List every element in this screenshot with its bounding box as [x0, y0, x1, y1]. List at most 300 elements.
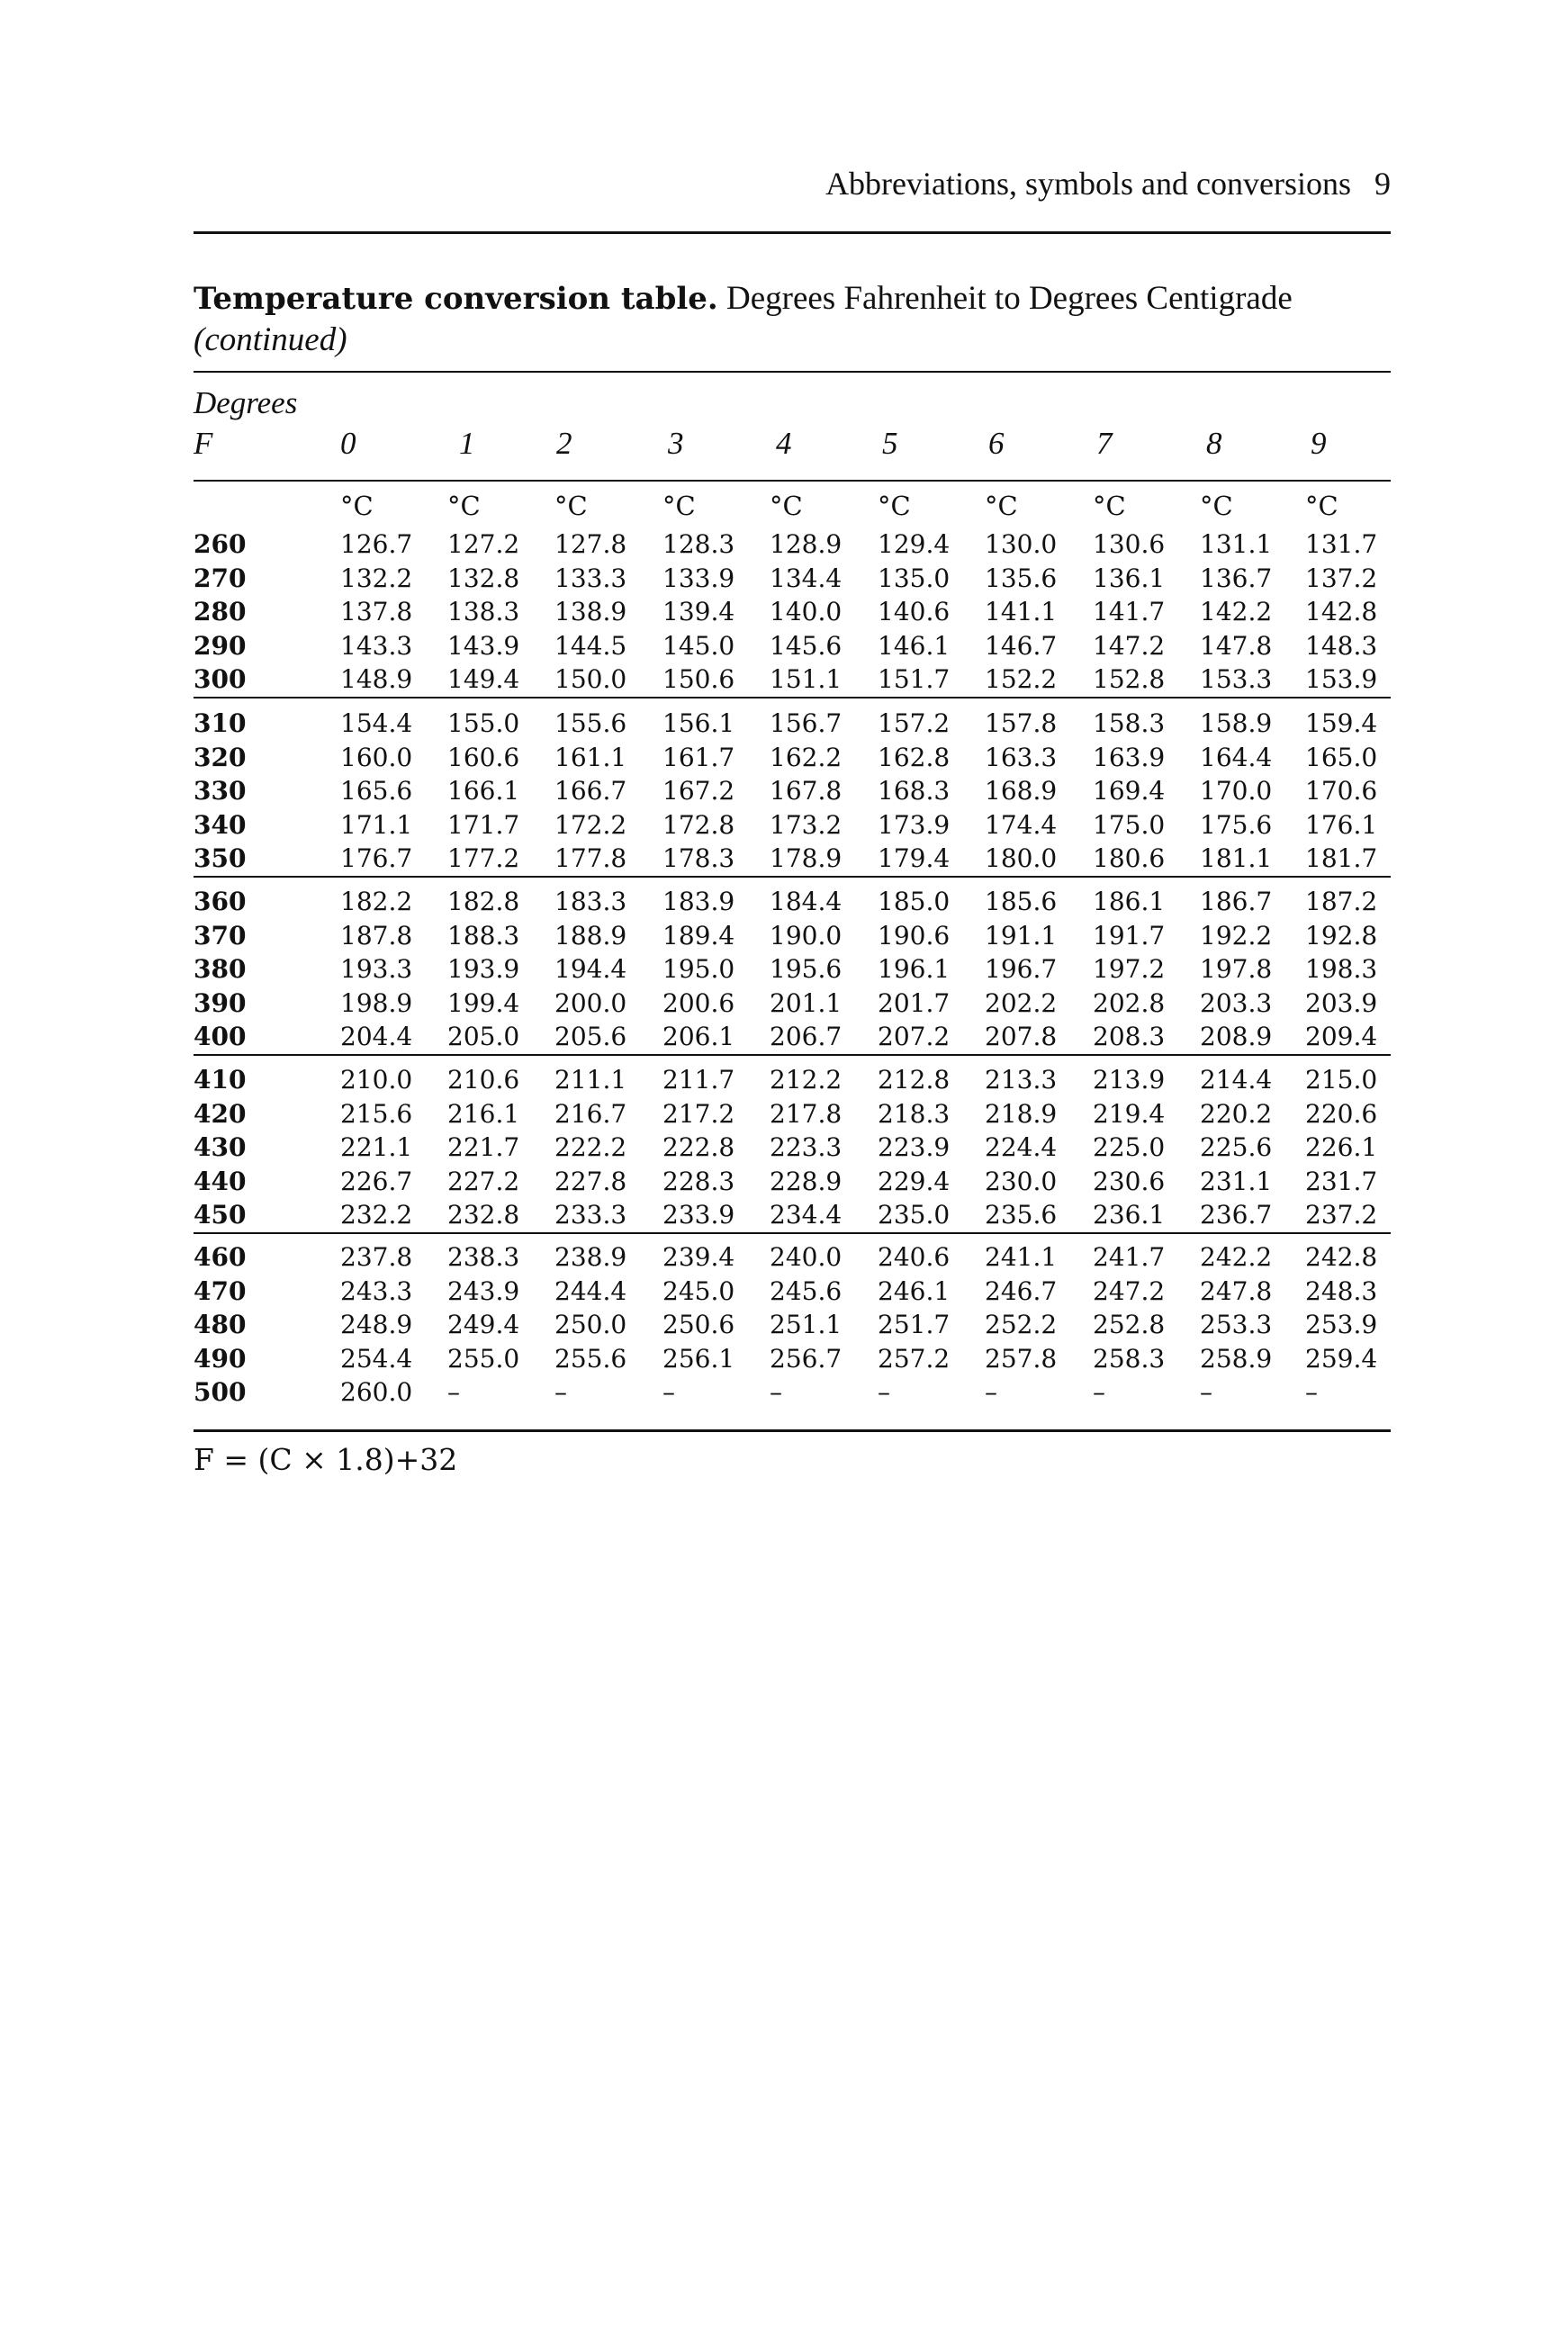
row-header-fahrenheit: 310 [194, 708, 247, 738]
row-header-f: F [194, 426, 213, 461]
table-cell: 207.2 [878, 1022, 951, 1051]
table-cell: 136.7 [1200, 563, 1273, 593]
table-cell: 168.3 [878, 776, 951, 806]
table-cell: 143.9 [447, 630, 520, 661]
table-cell: 157.2 [878, 708, 951, 738]
table-cell: 238.3 [447, 1242, 520, 1272]
table-cell: 260.0 [340, 1377, 413, 1407]
table-cell: 188.3 [447, 920, 520, 951]
caption-title: Temperature conversion table. [194, 281, 718, 317]
row-header-fahrenheit: 410 [194, 1065, 247, 1095]
table-cell: 256.7 [770, 1343, 843, 1374]
table-cell: 195.6 [770, 954, 843, 984]
table-cell: 243.9 [447, 1275, 520, 1306]
table-cell: 254.4 [340, 1343, 413, 1374]
table-cell: 240.0 [770, 1242, 843, 1272]
table-row [0, 954, 1568, 987]
table-row [0, 1065, 1568, 1098]
table-cell: 157.8 [985, 708, 1058, 738]
row-header-fahrenheit: 370 [194, 920, 247, 951]
table-cell: 170.0 [1200, 776, 1273, 806]
table-cell: 152.8 [1093, 664, 1166, 694]
table-cell: 237.8 [340, 1242, 413, 1272]
table-cell: 187.2 [1305, 887, 1378, 916]
table-cell: 156.7 [770, 708, 843, 738]
table-cell: 187.8 [340, 920, 413, 951]
table-cell: 257.2 [878, 1343, 951, 1374]
table-cell: 137.8 [340, 597, 413, 626]
table-cell: 185.0 [878, 887, 951, 916]
row-header-fahrenheit: 280 [194, 597, 247, 626]
table-cell: 188.9 [554, 920, 627, 951]
table-cell: 211.1 [554, 1065, 627, 1095]
table-cell: 181.1 [1200, 843, 1273, 873]
table-cell: 259.4 [1305, 1343, 1378, 1374]
column-header-1: 1 [459, 426, 475, 461]
table-cell: 235.0 [878, 1200, 951, 1230]
table-cell: 165.0 [1305, 742, 1378, 772]
table-cell: 256.1 [662, 1343, 735, 1374]
row-header-fahrenheit: 360 [194, 887, 247, 916]
bottom-rule [194, 1429, 1391, 1432]
table-cell: 205.0 [447, 1022, 520, 1051]
unit-label: °C [1093, 491, 1126, 521]
table-cell: 155.0 [447, 708, 520, 738]
table-cell: 242.8 [1305, 1242, 1378, 1272]
table-cell: 216.1 [447, 1098, 520, 1129]
table-cell: 166.7 [554, 776, 627, 806]
row-header-fahrenheit: 300 [194, 664, 247, 694]
row-header-fahrenheit: 460 [194, 1242, 247, 1272]
table-cell: 222.8 [662, 1132, 735, 1162]
table-cell: 212.2 [770, 1065, 843, 1095]
table-cell: 232.2 [340, 1200, 413, 1230]
table-cell: 230.0 [985, 1166, 1058, 1196]
table-cell: 222.2 [554, 1132, 627, 1162]
table-cell: 152.2 [985, 664, 1058, 694]
table-cell: 245.6 [770, 1275, 843, 1306]
row-header-fahrenheit: 400 [194, 1022, 247, 1051]
row-header-fahrenheit: 480 [194, 1310, 247, 1339]
table-cell: 144.5 [554, 630, 627, 661]
table-cell: – [662, 1377, 675, 1407]
table-cell: 154.4 [340, 708, 413, 738]
table-cell: 207.8 [985, 1022, 1058, 1051]
running-head-title: Abbreviations, symbols and conversions [825, 166, 1351, 202]
table-cell: – [447, 1377, 460, 1407]
table-cell: 145.0 [662, 630, 735, 661]
table-row [0, 1167, 1568, 1200]
row-header-fahrenheit: 340 [194, 809, 247, 840]
table-cell: 138.9 [554, 597, 627, 626]
table-cell: 127.8 [554, 529, 627, 559]
table-cell: 146.1 [878, 630, 951, 661]
table-cell: 221.1 [340, 1132, 413, 1162]
table-cell: 217.2 [662, 1098, 735, 1129]
table-cell: 196.7 [985, 954, 1058, 984]
table-cell: 142.8 [1305, 597, 1378, 626]
table-cell: 126.7 [340, 529, 413, 559]
table-cell: 167.8 [770, 776, 843, 806]
table-cell: 195.0 [662, 954, 735, 984]
table-cell: 243.3 [340, 1275, 413, 1306]
row-header-fahrenheit: 260 [194, 529, 247, 559]
table-cell: 183.3 [554, 887, 627, 916]
table-cell: 200.0 [554, 987, 627, 1018]
table-cell: 128.3 [662, 529, 735, 559]
table-cell: 182.8 [447, 887, 520, 916]
table-cell: 226.1 [1305, 1132, 1378, 1162]
table-row [0, 664, 1568, 698]
table-cell: 158.3 [1093, 708, 1166, 738]
row-header-fahrenheit: 470 [194, 1275, 247, 1306]
group-divider [194, 1232, 1391, 1234]
unit-label: °C [340, 491, 374, 521]
column-header-4: 4 [776, 426, 792, 461]
table-cell: 239.4 [662, 1242, 735, 1272]
table-row [0, 988, 1568, 1022]
table-row [0, 887, 1568, 920]
table-cell: 238.9 [554, 1242, 627, 1272]
table-cell: 251.1 [770, 1310, 843, 1339]
table-cell: 174.4 [985, 809, 1058, 840]
unit-label: °C [662, 491, 696, 521]
table-cell: 221.7 [447, 1132, 520, 1162]
table-cell: 249.4 [447, 1310, 520, 1339]
table-cell: 159.4 [1305, 708, 1378, 738]
table-cell: 246.7 [985, 1275, 1058, 1306]
table-cell: 131.1 [1200, 529, 1273, 559]
table-cell: 227.2 [447, 1166, 520, 1196]
table-cell: 185.6 [985, 887, 1058, 916]
table-cell: 141.7 [1093, 597, 1166, 626]
table-cell: 214.4 [1200, 1065, 1273, 1095]
row-header-fahrenheit: 490 [194, 1343, 247, 1374]
table-cell: 165.6 [340, 776, 413, 806]
table-cell: 148.3 [1305, 630, 1378, 661]
table-row [0, 1022, 1568, 1055]
table-cell: 148.9 [340, 664, 413, 694]
table-cell: 198.3 [1305, 954, 1378, 984]
table-cell: 203.9 [1305, 987, 1378, 1018]
table-row [0, 563, 1568, 597]
running-head [194, 165, 1391, 203]
table-cell: 141.1 [985, 597, 1058, 626]
table-cell: 252.8 [1093, 1310, 1166, 1339]
table-cell: 241.7 [1093, 1242, 1166, 1272]
table-cell: 164.4 [1200, 742, 1273, 772]
table-cell: 150.0 [554, 664, 627, 694]
table-cell: 250.6 [662, 1310, 735, 1339]
table-cell: 128.9 [770, 529, 843, 559]
table-cell: 210.0 [340, 1065, 413, 1095]
table-cell: 156.1 [662, 708, 735, 738]
table-cell: 193.3 [340, 954, 413, 984]
table-cell: 191.1 [985, 920, 1058, 951]
table-cell: 169.4 [1093, 776, 1166, 806]
table-cell: 223.3 [770, 1132, 843, 1162]
column-header-5: 5 [882, 426, 898, 461]
row-header-fahrenheit: 270 [194, 563, 247, 593]
row-header-fahrenheit: 320 [194, 742, 247, 772]
table-cell: 255.0 [447, 1343, 520, 1374]
table-cell: 160.6 [447, 742, 520, 772]
table-cell: 130.0 [985, 529, 1058, 559]
column-header-7: 7 [1096, 426, 1113, 461]
units-row [0, 491, 1568, 527]
table-cell: 233.9 [662, 1200, 735, 1230]
table-row [0, 1242, 1568, 1275]
table-row [0, 921, 1568, 954]
table-cell: 139.4 [662, 597, 735, 626]
group-divider [194, 876, 1391, 878]
table-cell: 205.6 [554, 1022, 627, 1051]
table-cell: 183.9 [662, 887, 735, 916]
table-cell: 202.2 [985, 987, 1058, 1018]
table-cell: 236.7 [1200, 1200, 1273, 1230]
table-cell: 176.1 [1305, 809, 1378, 840]
table-row [0, 743, 1568, 776]
conversion-formula: F = (C × 1.8)+32 [194, 1442, 458, 1477]
table-row [0, 1377, 1568, 1410]
table-cell: 220.2 [1200, 1098, 1273, 1129]
table-cell: 219.4 [1093, 1098, 1166, 1129]
table-cell: – [554, 1377, 567, 1407]
table-cell: 252.2 [985, 1310, 1058, 1339]
table-cell: 253.9 [1305, 1310, 1378, 1339]
table-cell: 167.2 [662, 776, 735, 806]
table-cell: 247.8 [1200, 1275, 1273, 1306]
table-cell: 151.7 [878, 664, 951, 694]
table-row [0, 1344, 1568, 1377]
table-cell: 133.3 [554, 563, 627, 593]
table-cell: 147.8 [1200, 630, 1273, 661]
table-cell: 200.6 [662, 987, 735, 1018]
table-cell: 209.4 [1305, 1022, 1378, 1051]
table-row [0, 1200, 1568, 1233]
table-cell: 245.0 [662, 1275, 735, 1306]
table-cell: 199.4 [447, 987, 520, 1018]
caption-text: Degrees Fahrenheit to Degrees Centigrade [726, 280, 1293, 317]
table-cell: 161.7 [662, 742, 735, 772]
table-cell: 244.4 [554, 1275, 627, 1306]
table-cell: 201.1 [770, 987, 843, 1018]
table-cell: 228.3 [662, 1166, 735, 1196]
unit-label: °C [1305, 491, 1338, 521]
table-cell: 229.4 [878, 1166, 951, 1196]
table-cell: 241.1 [985, 1242, 1058, 1272]
table-cell: 233.3 [554, 1200, 627, 1230]
table-cell: 145.6 [770, 630, 843, 661]
table-cell: 247.2 [1093, 1275, 1166, 1306]
table-cell: 253.3 [1200, 1310, 1273, 1339]
top-rule [194, 231, 1391, 234]
table-cell: 234.4 [770, 1200, 843, 1230]
table-cell: 224.4 [985, 1132, 1058, 1162]
table-cell: 201.7 [878, 987, 951, 1018]
table-cell: 198.9 [340, 987, 413, 1018]
table-cell: 196.1 [878, 954, 951, 984]
row-header-degrees: Degrees [194, 385, 298, 420]
table-cell: 166.1 [447, 776, 520, 806]
table-cell: 192.2 [1200, 920, 1273, 951]
table-cell: 149.4 [447, 664, 520, 694]
table-cell: 192.8 [1305, 920, 1378, 951]
table-cell: 251.7 [878, 1310, 951, 1339]
table-cell: 225.6 [1200, 1132, 1273, 1162]
table-cell: 134.4 [770, 563, 843, 593]
table-cell: 186.1 [1093, 887, 1166, 916]
page-number: 9 [1374, 166, 1391, 202]
table-cell: 160.0 [340, 742, 413, 772]
table-cell: 212.8 [878, 1065, 951, 1095]
table-cell: 171.1 [340, 809, 413, 840]
header-rule [194, 480, 1391, 482]
table-row [0, 597, 1568, 630]
table-cell: 163.9 [1093, 742, 1166, 772]
table-row [0, 631, 1568, 664]
table-cell: 225.0 [1093, 1132, 1166, 1162]
row-header-fahrenheit: 290 [194, 630, 247, 661]
table-cell: 179.4 [878, 843, 951, 873]
table-cell: – [770, 1377, 782, 1407]
unit-label: °C [878, 491, 911, 521]
table-cell: 186.7 [1200, 887, 1273, 916]
table-cell: 180.6 [1093, 843, 1166, 873]
table-cell: 231.7 [1305, 1166, 1378, 1196]
table-cell: 240.6 [878, 1242, 951, 1272]
row-header-fahrenheit: 330 [194, 776, 247, 806]
table-row [0, 1310, 1568, 1343]
table-cell: 180.0 [985, 843, 1058, 873]
table-cell: 136.1 [1093, 563, 1166, 593]
table-cell: 250.0 [554, 1310, 627, 1339]
table-cell: – [1093, 1377, 1105, 1407]
table-cell: 170.6 [1305, 776, 1378, 806]
table-cell: 155.6 [554, 708, 627, 738]
table-cell: 175.6 [1200, 809, 1273, 840]
table-cell: 208.3 [1093, 1022, 1166, 1051]
table-cell: 132.8 [447, 563, 520, 593]
table-cell: 246.1 [878, 1275, 951, 1306]
table-cell: 242.2 [1200, 1242, 1273, 1272]
table-cell: 197.2 [1093, 954, 1166, 984]
column-header-6: 6 [988, 426, 1005, 461]
group-divider [194, 697, 1391, 698]
table-cell: 158.9 [1200, 708, 1273, 738]
table-cell: 178.3 [662, 843, 735, 873]
table-cell: 232.8 [447, 1200, 520, 1230]
table-cell: 235.6 [985, 1200, 1058, 1230]
table-cell: 132.2 [340, 563, 413, 593]
table-cell: 173.2 [770, 809, 843, 840]
table-cell: 129.4 [878, 529, 951, 559]
table-cell: 184.4 [770, 887, 843, 916]
unit-label: °C [1200, 491, 1233, 521]
table-cell: 173.9 [878, 809, 951, 840]
table-cell: 150.6 [662, 664, 735, 694]
table-cell: 181.7 [1305, 843, 1378, 873]
row-header-fahrenheit: 440 [194, 1166, 247, 1196]
table-cell: 177.2 [447, 843, 520, 873]
table-cell: 162.2 [770, 742, 843, 772]
table-cell: 135.6 [985, 563, 1058, 593]
table-cell: 227.8 [554, 1166, 627, 1196]
table-cell: 206.7 [770, 1022, 843, 1051]
table-cell: 218.3 [878, 1098, 951, 1129]
table-cell: 153.3 [1200, 664, 1273, 694]
table-cell: 213.3 [985, 1065, 1058, 1095]
table-cell: 182.2 [340, 887, 413, 916]
table-row [0, 529, 1568, 563]
table-cell: 194.4 [554, 954, 627, 984]
table-cell: 215.6 [340, 1098, 413, 1129]
table-cell: 218.9 [985, 1098, 1058, 1129]
table-cell: 127.2 [447, 529, 520, 559]
table-row [0, 1276, 1568, 1310]
table-cell: 133.9 [662, 563, 735, 593]
table-cell: 147.2 [1093, 630, 1166, 661]
table-cell: 171.7 [447, 809, 520, 840]
table-cell: 175.0 [1093, 809, 1166, 840]
table-cell: 151.1 [770, 664, 843, 694]
column-header-8: 8 [1206, 426, 1222, 461]
table-cell: 213.9 [1093, 1065, 1166, 1095]
table-cell: 178.9 [770, 843, 843, 873]
table-cell: 255.6 [554, 1343, 627, 1374]
table-cell: 231.1 [1200, 1166, 1273, 1196]
table-cell: – [1305, 1377, 1318, 1407]
table-cell: 177.8 [554, 843, 627, 873]
unit-label: °C [447, 491, 481, 521]
table-caption [194, 278, 1364, 361]
table-cell: 220.6 [1305, 1098, 1378, 1129]
table-cell: 211.7 [662, 1065, 735, 1095]
table-cell: 248.3 [1305, 1275, 1378, 1306]
table-cell: 168.9 [985, 776, 1058, 806]
column-header-2: 2 [556, 426, 572, 461]
table-cell: 248.9 [340, 1310, 413, 1339]
unit-label: °C [985, 491, 1018, 521]
table-cell: 237.2 [1305, 1200, 1378, 1230]
table-cell: 138.3 [447, 597, 520, 626]
column-header-0: 0 [340, 426, 356, 461]
table-cell: 210.6 [447, 1065, 520, 1095]
caption-rule [194, 371, 1391, 373]
row-header-fahrenheit: 380 [194, 954, 247, 984]
table-cell: 203.3 [1200, 987, 1273, 1018]
table-cell: 223.9 [878, 1132, 951, 1162]
table-cell: 140.0 [770, 597, 843, 626]
table-cell: 228.9 [770, 1166, 843, 1196]
table-row [0, 708, 1568, 742]
table-cell: 197.8 [1200, 954, 1273, 984]
table-cell: 217.8 [770, 1098, 843, 1129]
table-cell: 189.4 [662, 920, 735, 951]
table-row [0, 843, 1568, 877]
table-cell: 131.7 [1305, 529, 1378, 559]
table-cell: 130.6 [1093, 529, 1166, 559]
table-cell: 135.0 [878, 563, 951, 593]
table-cell: – [878, 1377, 890, 1407]
table-cell: 226.7 [340, 1166, 413, 1196]
table-cell: 162.8 [878, 742, 951, 772]
row-header-fahrenheit: 450 [194, 1200, 247, 1230]
table-row [0, 810, 1568, 843]
table-cell: 163.3 [985, 742, 1058, 772]
table-cell: 215.0 [1305, 1065, 1378, 1095]
unit-label: °C [770, 491, 803, 521]
